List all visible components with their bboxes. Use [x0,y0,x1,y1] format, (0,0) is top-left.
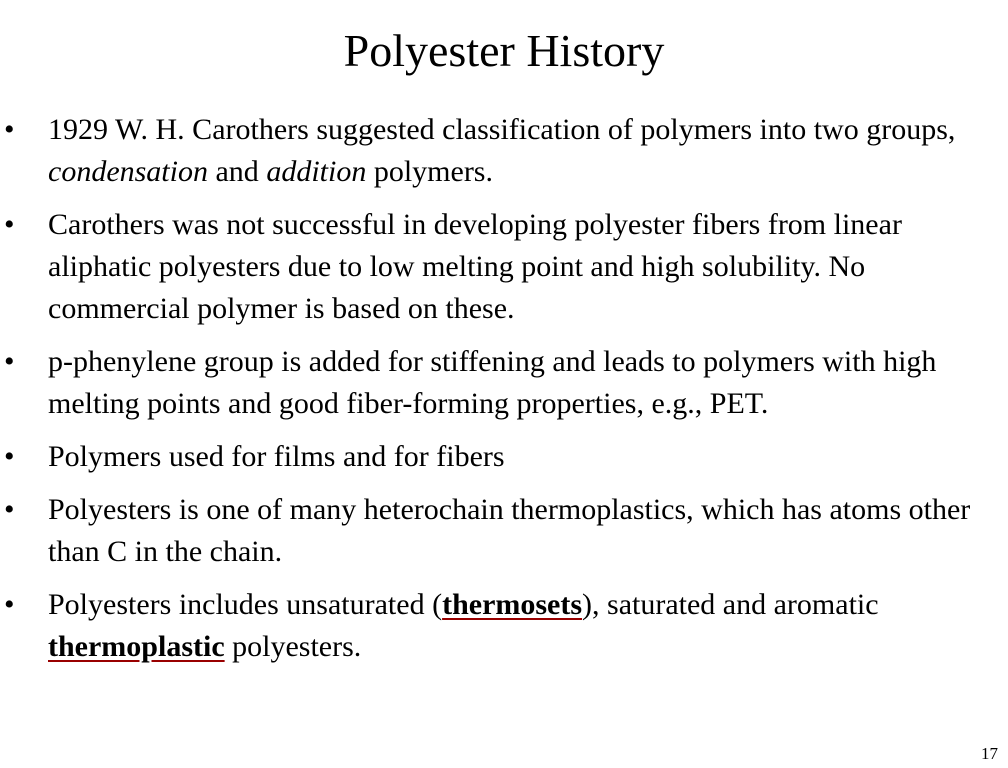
page-number: 17 [981,744,998,763]
bullet-text: Polyesters includes unsaturated ( [48,588,443,621]
bullet-dot-icon: • [4,588,15,621]
bullet-text: 1929 W. H. Carothers suggested classification of polymers into two groups, [48,113,956,146]
bullet-dot-icon: • [4,113,15,146]
bullet-item [4,584,994,668]
bullet-text: Polymers used for films and for fibers [48,440,505,473]
bullet-text: polymers. [366,155,493,188]
bullet-dot-icon: • [4,440,15,473]
bullet-text: Carothers was not successful in developing polyester fibers from linear aliphatic polyesters due to low melting point and high solubility. No commercial polymer is based on these. [48,208,902,325]
bullet-text: polyesters. [224,630,362,663]
bullet-item [4,436,994,478]
bullet-item [4,489,994,573]
bullet-text: thermosets [442,588,583,621]
bullet-text: and [207,155,267,188]
bullet-item [4,109,994,193]
bullet-text: addition [266,155,367,188]
bullet-dot-icon: • [4,345,15,378]
bullet-dot-icon: • [4,208,15,241]
slide-title: Polyester History [343,25,665,76]
bullet-item [4,341,994,425]
bullet-text: p-phenylene group is added for stiffening and leads to polymers with high melting points and good fiber-forming properties, e.g., PET. [48,345,937,420]
bullet-list [4,109,994,679]
bullet-text: Polyesters is one of many heterochain thermoplastics, which has atoms other than C in the chain. [48,493,971,568]
bullet-text: thermoplastic [48,630,225,663]
bullet-dot-icon: • [4,493,15,526]
bullet-text: condensation [48,155,208,188]
bullet-text: ), saturated and aromatic [582,588,879,621]
bullet-item [4,204,994,330]
